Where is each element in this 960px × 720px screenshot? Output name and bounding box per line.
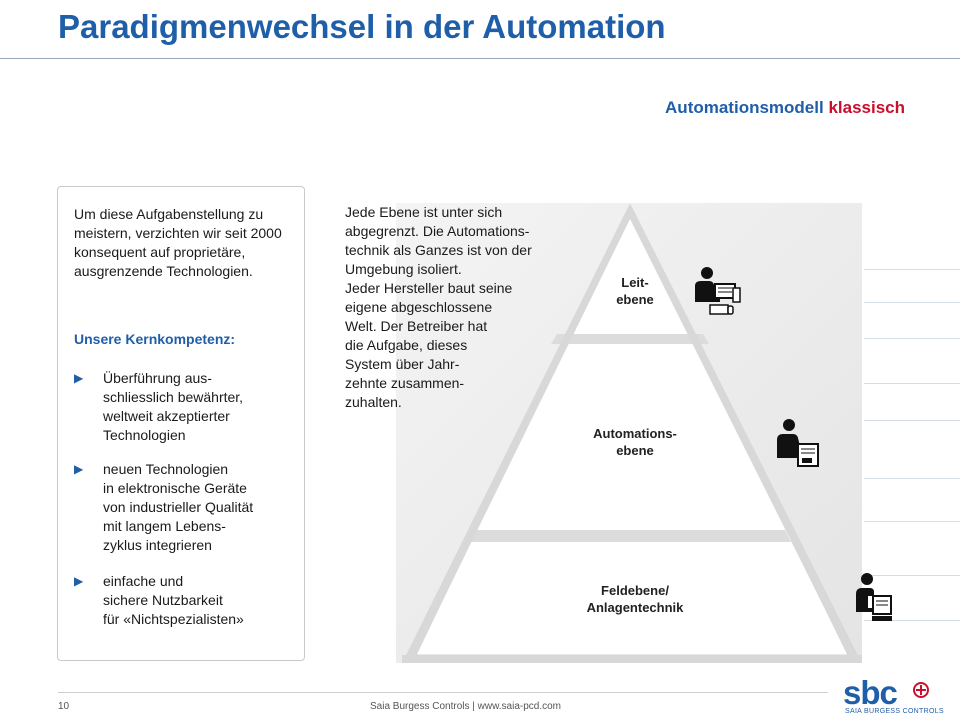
operator-workstation-icon xyxy=(692,266,742,318)
triangle-right-icon: ▶ xyxy=(74,574,84,588)
decor-line xyxy=(864,338,960,339)
level-label-line: Anlagentechnik xyxy=(586,600,684,615)
bullet-text: neuen Technologien in elektronische Geräte von industrieller Qualität mit langem Lebens- zyklus integrieren xyxy=(103,461,254,553)
logo-cross-icon xyxy=(913,682,929,698)
bullet-item xyxy=(74,369,299,449)
level-label-line: Automations- xyxy=(593,426,677,441)
logo-text: sbc xyxy=(843,674,897,711)
technician-device-icon xyxy=(852,572,894,624)
intro-text: Um diese Aufgabenstellung zu meistern, verzichten wir seit 2000 konsequent auf proprietäre, ausgrenzende Technologien. xyxy=(74,206,282,279)
sbc-logo xyxy=(843,674,944,718)
decor-line xyxy=(864,521,960,522)
level-label-line: Feldebene/ xyxy=(601,583,669,598)
description-line: abgegrenzt. Die Automations- xyxy=(345,223,530,239)
subtitle-text: Automationsmodell xyxy=(665,98,829,117)
description-line: Umgebung isoliert. xyxy=(345,261,462,277)
decor-line xyxy=(864,478,960,479)
bullet-item xyxy=(74,572,299,632)
kernkompetenz-heading: Unsere Kernkompetenz: xyxy=(74,331,236,347)
description-line: System über Jahr- xyxy=(345,356,460,372)
description-line: zehnte zusammen- xyxy=(345,375,465,391)
footer-text: Saia Burgess Controls | www.saia-pcd.com xyxy=(370,701,562,712)
level-label-line: ebene xyxy=(616,443,654,458)
bullet-item xyxy=(74,460,299,560)
pyramid-base xyxy=(402,655,862,663)
logo-tagline: SAIA BURGESS CONTROLS xyxy=(845,708,944,715)
description-line: technik als Ganzes ist von der xyxy=(345,242,532,258)
description-line: Jeder Hersteller baut seine xyxy=(345,280,513,296)
page-title: Paradigmenwechsel in der Automation xyxy=(58,8,666,45)
page-number: 10 xyxy=(58,701,70,712)
level-divider xyxy=(469,530,791,542)
decor-line xyxy=(864,420,960,421)
description-line: die Aufgabe, dieses xyxy=(345,337,468,353)
bullet-text: einfache und sichere Nutzbarkeit für «Nichtspezialisten» xyxy=(103,573,244,627)
level-label-feldebene xyxy=(560,582,710,616)
description-line: zuhalten. xyxy=(345,394,402,410)
level-label-automationsebene xyxy=(570,425,700,459)
triangle-right-icon: ▶ xyxy=(74,371,84,385)
description-line: Welt. Der Betreiber hat xyxy=(345,318,488,334)
bullet-text: Überführung aus- schliesslich bewährter, weltweit akzeptierter Technologien xyxy=(103,370,244,443)
engineer-plc-icon xyxy=(774,418,820,470)
title-divider xyxy=(0,58,960,59)
model-subtitle xyxy=(665,98,905,118)
description-text xyxy=(345,203,585,412)
description-line: Jede Ebene ist unter sich xyxy=(345,204,503,220)
footer-divider xyxy=(58,692,828,693)
decor-line xyxy=(864,269,960,270)
description-line: eigene abgeschlossene xyxy=(345,299,493,315)
level-label-leitebene xyxy=(590,274,680,308)
level-label-line: ebene xyxy=(616,292,654,307)
decor-line xyxy=(864,383,960,384)
subtitle-highlight: klassisch xyxy=(828,98,905,117)
decor-line xyxy=(864,302,960,303)
triangle-right-icon: ▶ xyxy=(74,462,84,476)
level-label-line: Leit- xyxy=(621,275,649,290)
